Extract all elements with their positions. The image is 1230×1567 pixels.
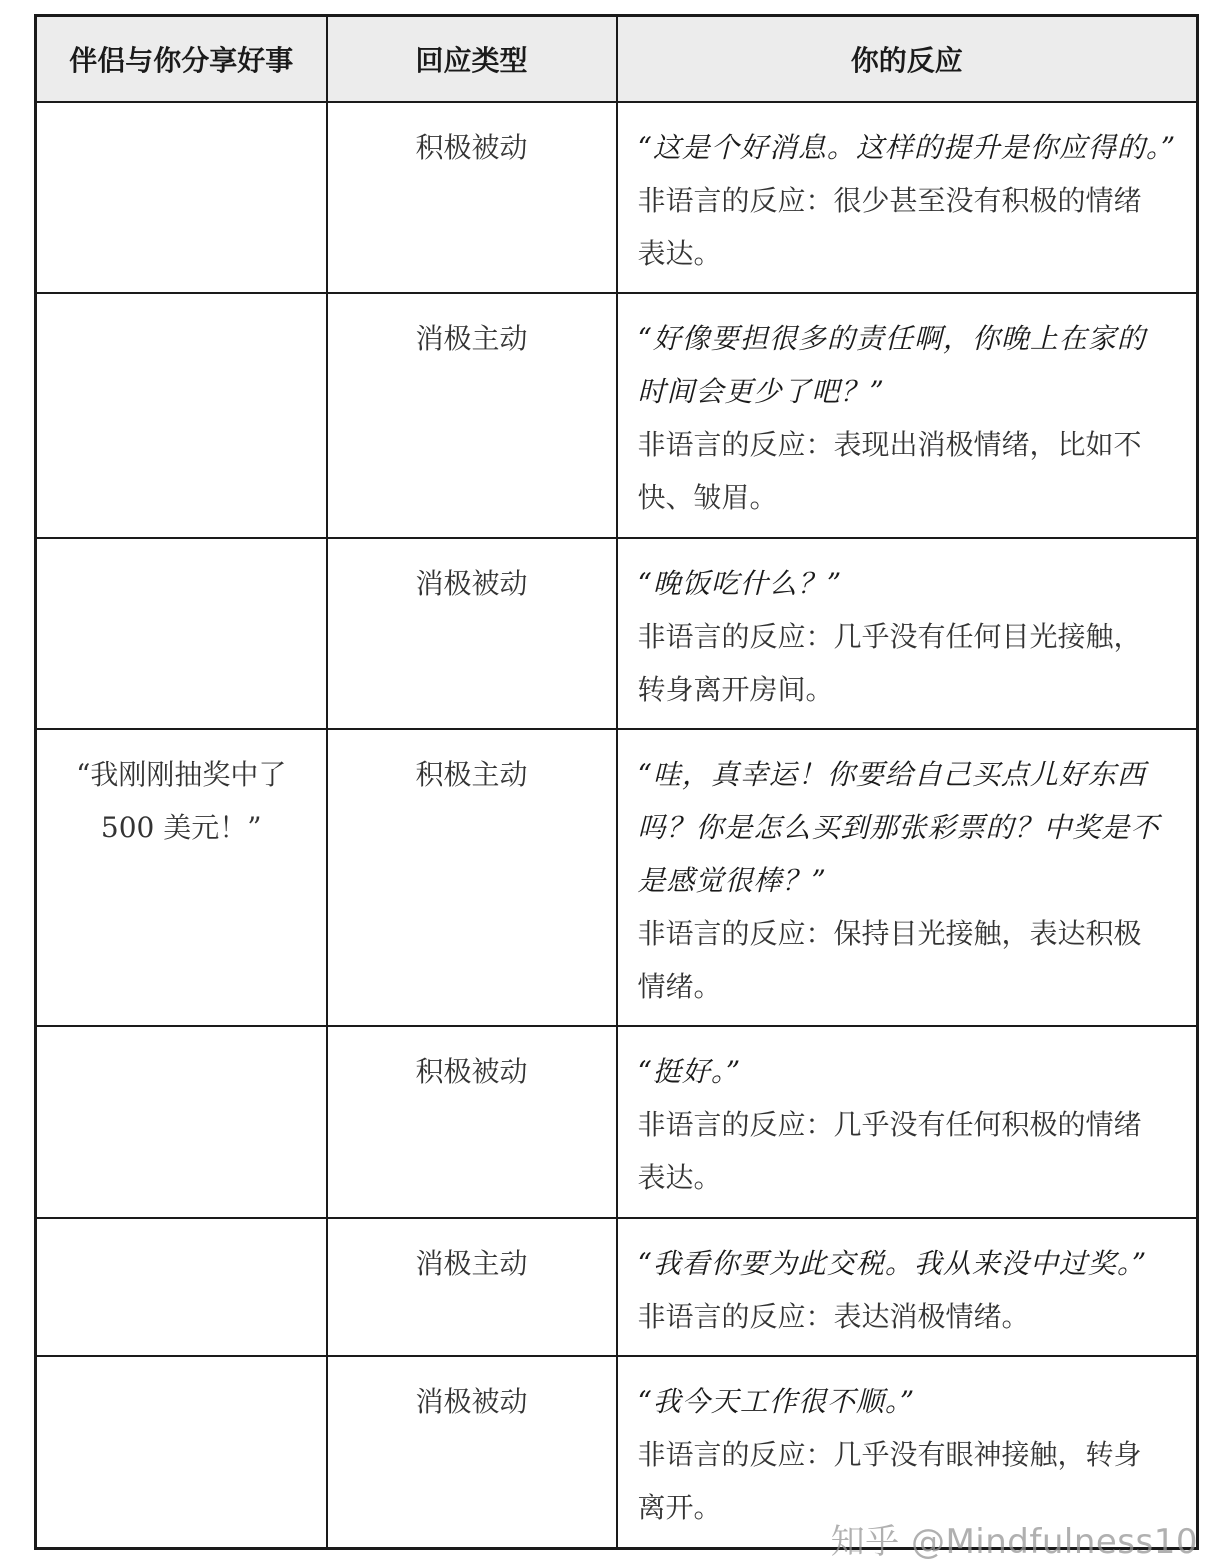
reaction-cell: [617, 1026, 1198, 1218]
response-type-cell: 积极被动: [327, 1026, 617, 1218]
reaction-cell: [617, 293, 1198, 538]
nonverbal-reaction: 非语言的反应：表现出消极情绪，比如不 快、皱眉。: [637, 428, 1142, 515]
nonverbal-reaction: 非语言的反应：表达消极情绪。: [637, 1300, 1030, 1334]
sharer-quote: “我刚刚抽奖中了 500 美元！”: [76, 758, 287, 845]
verbal-quote: “我看你要为此交税。我从来没中过奖。”: [637, 1247, 1148, 1281]
verbal-quote: “这是个好消息。这样的提升是你应得的。”: [637, 131, 1177, 164]
nonverbal-reaction: 非语言的反应：几乎没有任何积极的情绪 表达。: [637, 1108, 1142, 1195]
header-partner-shares: 伴侣与你分享好事: [36, 16, 327, 103]
nonverbal-reaction: 非语言的反应：保持目光接触，表达积极 情绪。: [637, 917, 1142, 1004]
response-table-container: [34, 14, 1196, 1550]
table-row: [36, 729, 1198, 1026]
sharer-cell: [36, 1218, 327, 1356]
table-row: [36, 1218, 1198, 1356]
verbal-quote: “好像要担很多的责任啊，你晚上在家的 时间会更少了吧？”: [637, 322, 1146, 409]
sharer-cell: [36, 1026, 327, 1218]
sharer-cell: [36, 538, 327, 729]
response-type-cell: 消极被动: [327, 1356, 617, 1548]
response-type-cell: 消极被动: [327, 538, 617, 729]
response-type-cell: 消极主动: [327, 1218, 617, 1356]
response-type-cell: 积极主动: [327, 729, 617, 1026]
response-type-cell: 积极被动: [327, 102, 617, 293]
table-row: [36, 293, 1198, 538]
nonverbal-reaction: 非语言的反应：几乎没有眼神接触，转身 离开。: [637, 1438, 1142, 1525]
sharer-cell: [36, 1356, 327, 1548]
reaction-cell: [617, 102, 1198, 293]
header-your-reaction: 你的反应: [617, 16, 1198, 103]
verbal-quote: “挺好。”: [637, 1055, 742, 1089]
table-header-row: [36, 16, 1198, 103]
response-types-table: [34, 14, 1199, 1550]
table-row: [36, 538, 1198, 729]
verbal-quote: “晚饭吃什么？”: [637, 567, 843, 601]
reaction-cell: [617, 1218, 1198, 1356]
zhihu-watermark: 知乎 @Mindfulness10: [830, 1522, 1198, 1562]
sharer-cell: [36, 729, 327, 1026]
reaction-cell: [617, 538, 1198, 729]
header-response-type: 回应类型: [327, 16, 617, 103]
table-row: [36, 102, 1198, 293]
sharer-cell: [36, 293, 327, 538]
verbal-quote: “我今天工作很不顺。”: [637, 1385, 916, 1419]
table-row: [36, 1026, 1198, 1218]
nonverbal-reaction: 非语言的反应：很少甚至没有积极的情绪 表达。: [637, 184, 1142, 270]
response-type-cell: 消极主动: [327, 293, 617, 538]
verbal-quote: “哇，真幸运！你要给自己买点儿好东西 吗？你是怎么买到那张彩票的？中奖是不 是感觉很棒？”: [637, 758, 1160, 898]
nonverbal-reaction: 非语言的反应：几乎没有任何目光接触， 转身离开房间。: [637, 620, 1142, 707]
sharer-cell: [36, 102, 327, 293]
reaction-cell: [617, 729, 1198, 1026]
